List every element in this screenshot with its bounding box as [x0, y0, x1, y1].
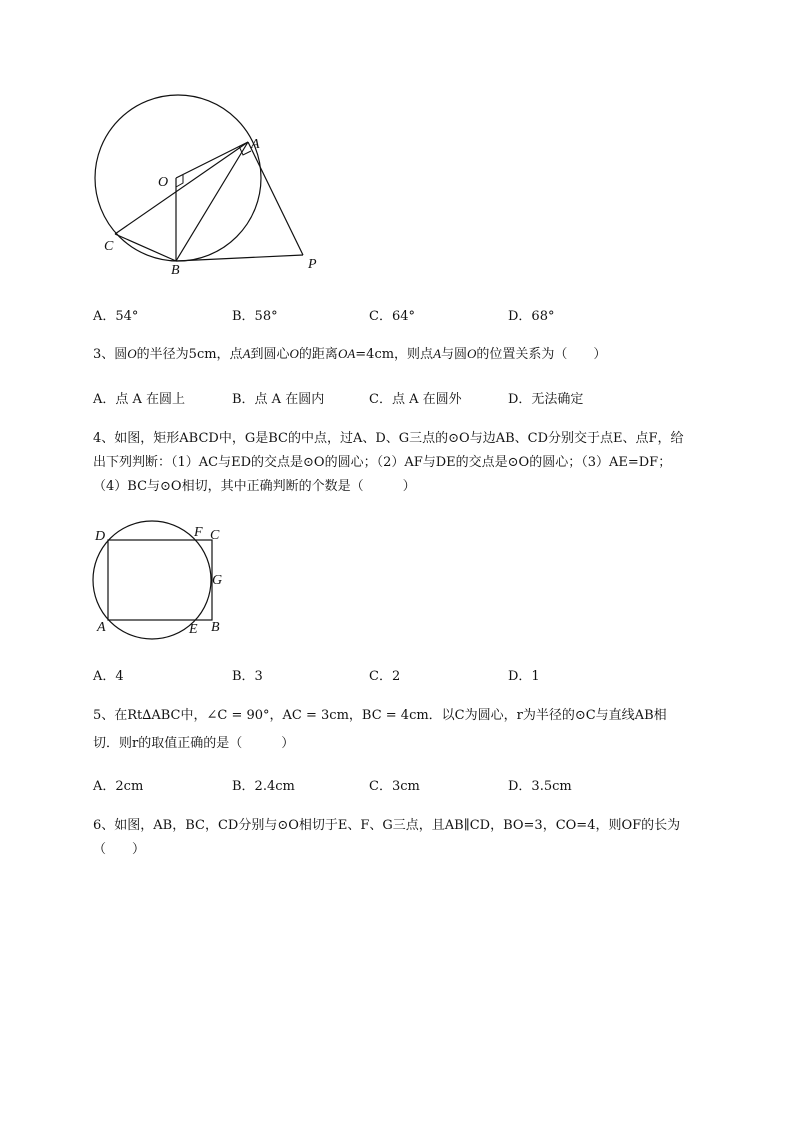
- question-4: [93, 427, 733, 499]
- label-b: B: [171, 263, 180, 278]
- question-4-line-2: 出下列判断：（1）AC与ED的交点是⊙O的圆心；（2）AF与DE的交点是⊙O的圆心；（3）AE=DF；: [93, 455, 672, 470]
- options-q4: [93, 665, 733, 685]
- label-c: C: [210, 528, 220, 543]
- option-d[interactable]: D．1: [508, 669, 540, 684]
- question-6: [93, 814, 733, 862]
- figure-rectangle-circle: [88, 520, 248, 640]
- option-a[interactable]: A．点 A 在圆上: [93, 392, 186, 407]
- label-a: A: [97, 620, 106, 635]
- options-q2: [93, 305, 733, 325]
- option-a[interactable]: A．4: [93, 669, 124, 684]
- option-a[interactable]: A．2cm: [93, 779, 144, 794]
- option-d[interactable]: D．无法确定: [508, 392, 584, 407]
- segment-bp: [176, 255, 303, 261]
- question-6-line-2: （ ）: [93, 842, 146, 857]
- option-c[interactable]: C．点 A 在圆外: [369, 392, 462, 407]
- label-c: C: [104, 239, 114, 254]
- label-p: P: [308, 257, 317, 272]
- question-4-line-1: 4、如图，矩形ABCD中，G是BC的中点，过A、D、G三点的⊙O与边AB、CD分别交于点E、点F，给: [93, 431, 684, 446]
- figure-circle-tangent: [88, 90, 338, 290]
- question-5-line-1: 5、在Rt∆ABC中，∠C = 90°，AC = 3cm，BC = 4cm．以C为圆心，r为半径的⊙C与直线AB相: [93, 708, 667, 723]
- segment-cb: [115, 234, 176, 261]
- option-c[interactable]: C．2: [369, 669, 401, 684]
- rectangle-abcd: [108, 540, 212, 620]
- segment-ap: [248, 142, 303, 255]
- option-b[interactable]: B．3: [232, 669, 263, 684]
- label-e: E: [189, 622, 198, 637]
- label-d: D: [95, 529, 106, 544]
- label-b: B: [211, 620, 220, 635]
- question-6-line-1: 6、如图，AB，BC，CD分别与⊙O相切于E、F、G三点，且AB∥CD，BO=3，CO=4，则OF的长为: [93, 818, 681, 833]
- options-q3: [93, 388, 733, 408]
- option-b[interactable]: B．58°: [232, 309, 278, 324]
- label-o: O: [158, 175, 169, 190]
- question-4-line-3: （4）BC与⊙O相切，其中正确判断的个数是（ ）: [93, 479, 416, 494]
- label-a: A: [251, 137, 260, 152]
- question-5: [93, 704, 733, 756]
- option-c[interactable]: C．3cm: [369, 779, 420, 794]
- options-q5: [93, 775, 733, 795]
- question-5-line-2: 切．则r的取值正确的是（ ）: [93, 736, 295, 751]
- question-3: [93, 342, 733, 367]
- segment-ca: [115, 142, 248, 234]
- option-b[interactable]: B．点 A 在圆内: [232, 392, 325, 407]
- option-d[interactable]: D．68°: [508, 309, 555, 324]
- question-3-text: 3、圆O的半径为5cm，点A到圆心O的距离OA=4cm，则点A与圆O的位置关系为（ ）: [93, 346, 607, 362]
- label-g: G: [212, 573, 223, 588]
- option-d[interactable]: D．3.5cm: [508, 779, 572, 794]
- option-b[interactable]: B．2.4cm: [232, 779, 295, 794]
- option-c[interactable]: C．64°: [369, 309, 415, 324]
- option-a[interactable]: A．54°: [93, 309, 139, 324]
- label-f: F: [194, 525, 203, 540]
